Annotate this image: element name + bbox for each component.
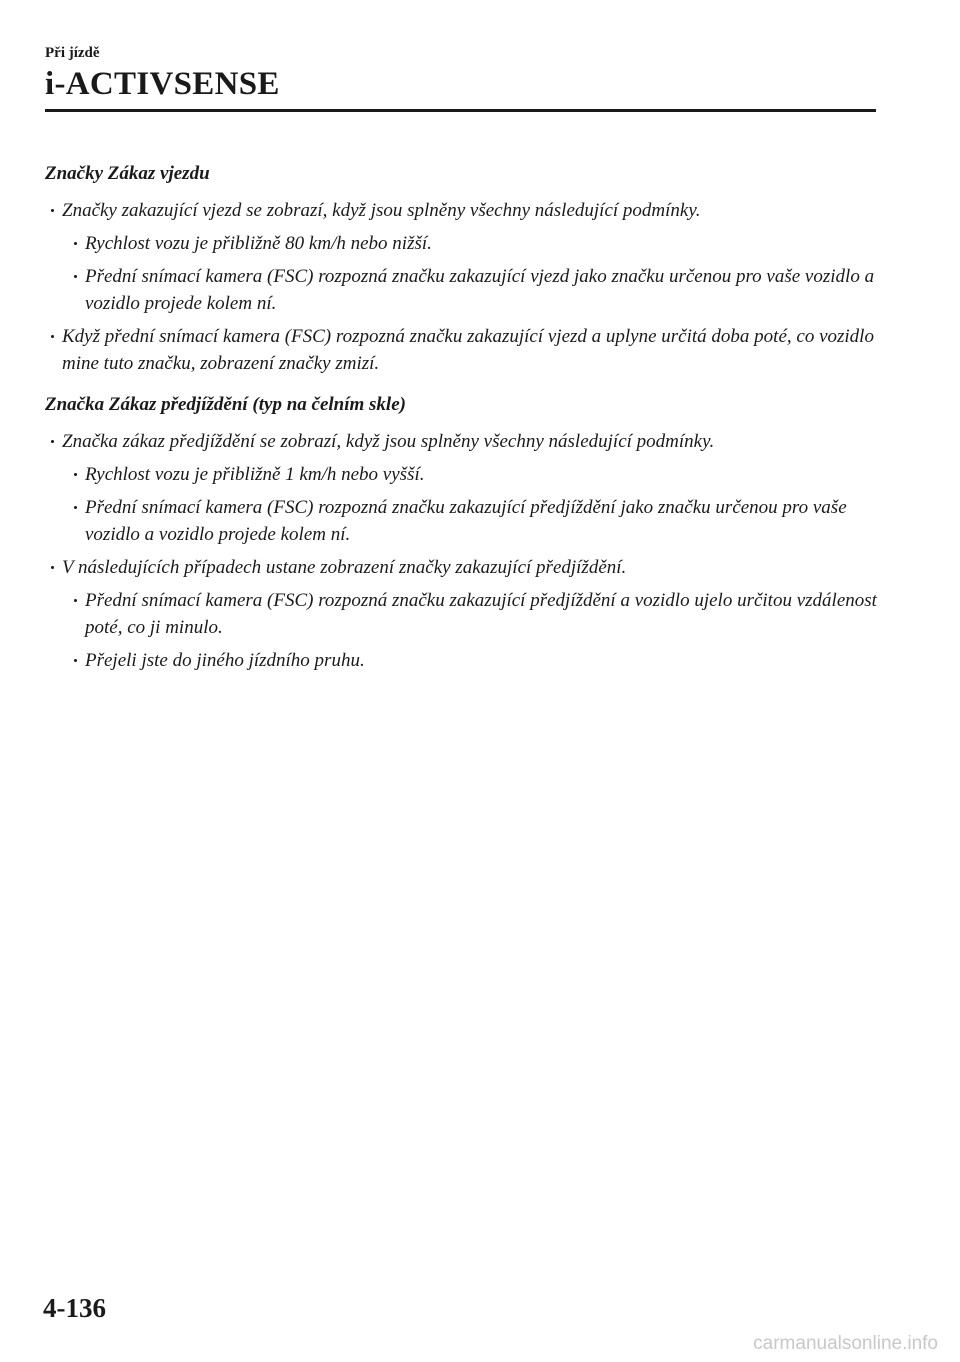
no-overtaking-list bbox=[45, 428, 885, 674]
page-number: 4-136 bbox=[43, 1293, 106, 1323]
bullet-icon bbox=[74, 275, 77, 278]
list-item bbox=[45, 263, 885, 317]
page-header bbox=[45, 44, 876, 104]
section-heading-no-entry: Značky Zákaz vjezdu bbox=[45, 163, 210, 184]
chapter-title: i-ACTIVSENSE bbox=[45, 66, 280, 102]
list-item bbox=[45, 230, 885, 257]
bullet-icon bbox=[74, 242, 77, 245]
list-item bbox=[45, 461, 885, 488]
list-item bbox=[45, 647, 885, 674]
list-item bbox=[45, 323, 885, 377]
section-heading-no-overtaking: Značka Zákaz předjíždění (typ na čelním skle) bbox=[45, 394, 406, 415]
list-item-text: Značky zakazující vjezd se zobrazí, když jsou splněny všechny následující podmínky. bbox=[62, 200, 701, 221]
list-item-text: Značka zákaz předjíždění se zobrazí, když jsou splněny všechny následující podmínky. bbox=[62, 431, 715, 452]
header-rule bbox=[45, 109, 876, 112]
bullet-icon bbox=[51, 209, 54, 212]
list-item bbox=[45, 587, 885, 641]
bullet-icon bbox=[74, 659, 77, 662]
bullet-icon bbox=[51, 440, 54, 443]
bullet-icon bbox=[74, 599, 77, 602]
list-item bbox=[45, 197, 885, 224]
bullet-icon bbox=[74, 506, 77, 509]
list-item-text: Přední snímací kamera (FSC) rozpozná značku zakazující vjezd jako značku určenou pro vaše vozidlo a vozidlo projede kolem ní. bbox=[85, 266, 875, 314]
watermark: carmanualsonline.info bbox=[753, 1333, 938, 1354]
bullet-icon bbox=[51, 335, 54, 338]
section-label: Při jízdě bbox=[45, 45, 100, 61]
list-item-text: Přejeli jste do jiného jízdního pruhu. bbox=[85, 650, 365, 671]
list-item bbox=[45, 428, 885, 455]
list-item bbox=[45, 494, 885, 548]
list-item-text: V následujících případech ustane zobrazení značky zakazující předjíždění. bbox=[62, 557, 627, 578]
list-item bbox=[45, 554, 885, 581]
main-content bbox=[45, 160, 885, 680]
list-item-text: Rychlost vozu je přibližně 1 km/h nebo vyšší. bbox=[85, 464, 425, 485]
list-item-text: Přední snímací kamera (FSC) rozpozná značku zakazující předjíždění a vozidlo ujelo určitou vzdálenost poté, co ji minulo. bbox=[85, 590, 877, 638]
list-item-text: Rychlost vozu je přibližně 80 km/h nebo nižší. bbox=[85, 233, 432, 254]
list-item-text: Když přední snímací kamera (FSC) rozpozná značku zakazující vjezd a uplyne určitá doba poté, co vozidlo mine tuto značku, zobrazení značky zmizí. bbox=[62, 326, 874, 374]
list-item-text: Přední snímací kamera (FSC) rozpozná značku zakazující předjíždění jako značku určenou pro vaše vozidlo a vozidlo projede kolem ní. bbox=[85, 497, 847, 545]
bullet-icon bbox=[51, 566, 54, 569]
bullet-icon bbox=[74, 473, 77, 476]
no-entry-list bbox=[45, 197, 885, 377]
